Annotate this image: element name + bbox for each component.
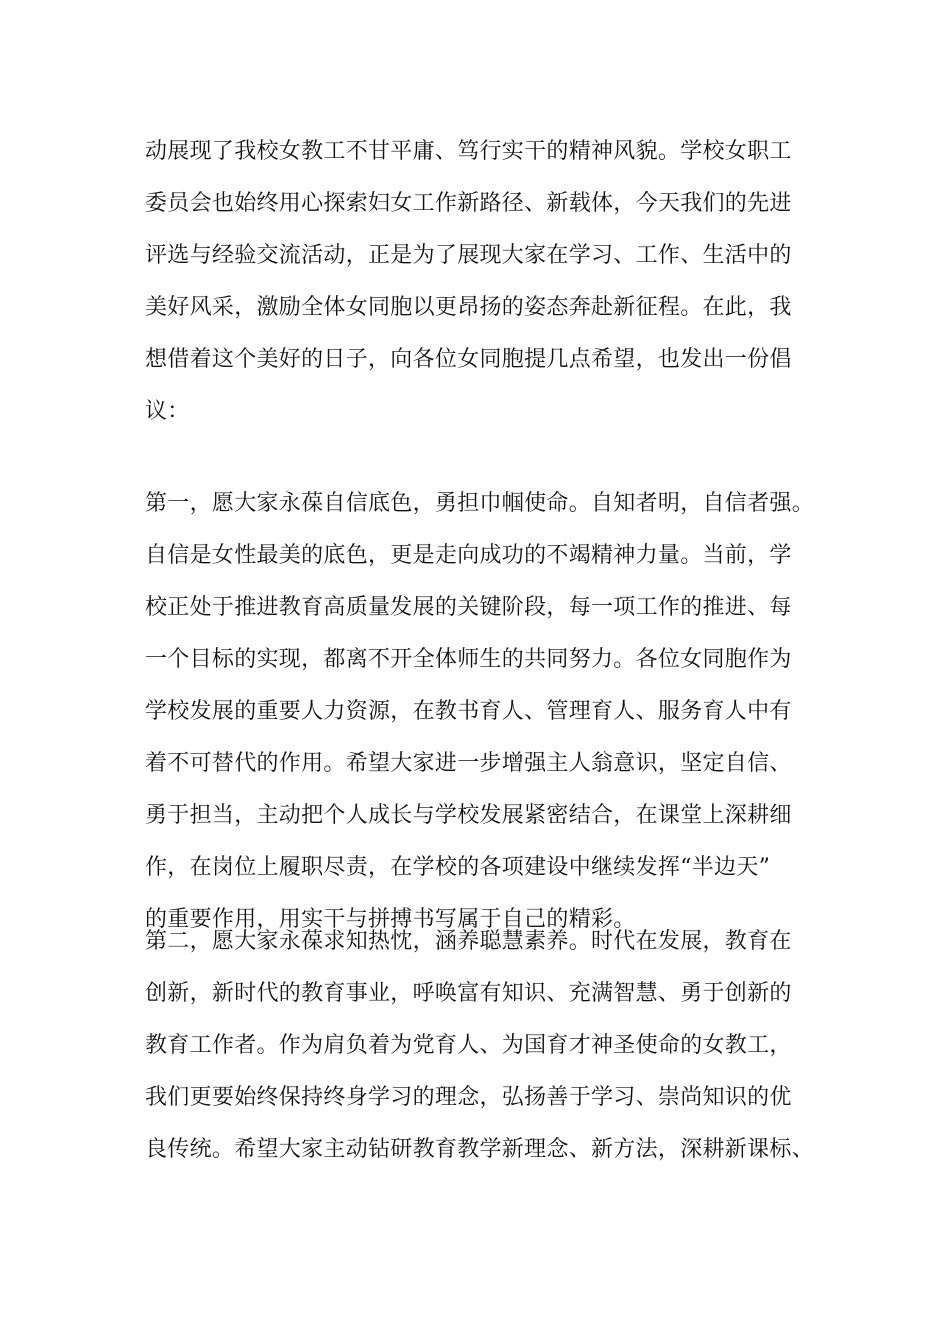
- text-line: 评选与经验交流活动，正是为了展现大家在学习、工作、生活中的: [145, 243, 792, 268]
- text-line: 学校发展的重要人力资源，在教书育人、管理育人、服务育人中有: [145, 699, 792, 724]
- paragraph-first-point: [145, 478, 835, 946]
- paragraph-intro: [145, 126, 835, 438]
- text-line: 作，在岗位上履职尽责，在学校的各项建设中继续发挥“半边天”: [145, 855, 771, 880]
- text-line: 教育工作者。作为肩负着为党育人、为国育才神圣使命的女教工，: [145, 1033, 792, 1058]
- text-line: 想借着这个美好的日子，向各位女同胞提几点希望，也发出一份倡: [145, 347, 792, 372]
- text-line: 自信是女性最美的底色，更是走向成功的不竭精神力量。当前，学: [145, 543, 792, 568]
- text-line: 第一，愿大家永葆自信底色，勇担巾帼使命。自知者明，自信者强。: [145, 491, 815, 516]
- text-line: 动展现了我校女教工不甘平庸、笃行实干的精神风貌。学校女职工: [145, 139, 792, 164]
- text-line: 创新，新时代的教育事业，呼唤富有知识、充满智慧、勇于创新的: [145, 981, 792, 1006]
- text-line: 一个目标的实现，都离不开全体师生的共同努力。各位女同胞作为: [145, 647, 792, 672]
- text-line: 良传统。希望大家主动钻研教育教学新理念、新方法，深耕新课标、: [145, 1137, 815, 1162]
- text-line: 着不可替代的作用。希望大家进一步增强主人翁意识，坚定自信、: [145, 751, 792, 776]
- text-line: 校正处于推进教育高质量发展的关键阶段，每一项工作的推进、每: [145, 595, 792, 620]
- text-line: 勇于担当，主动把个人成长与学校发展紧密结合，在课堂上深耕细: [145, 803, 792, 828]
- text-line: 我们更要始终保持终身学习的理念，弘扬善于学习、崇尚知识的优: [145, 1085, 792, 1110]
- text-line: 美好风采，激励全体女同胞以更昂扬的姿态奔赴新征程。在此，我: [145, 295, 792, 320]
- text-line: 委员会也始终用心探索妇女工作新路径、新载体，今天我们的先进: [145, 191, 792, 216]
- text-line: 第二，愿大家永葆求知热忱，涵养聪慧素养。时代在发展，教育在: [145, 929, 792, 954]
- text-line: 议：: [145, 399, 190, 424]
- paragraph-second-point: [145, 916, 835, 1176]
- text-line: 的重要作用，用实干与拼搏书写属于自己的精彩。: [145, 907, 636, 932]
